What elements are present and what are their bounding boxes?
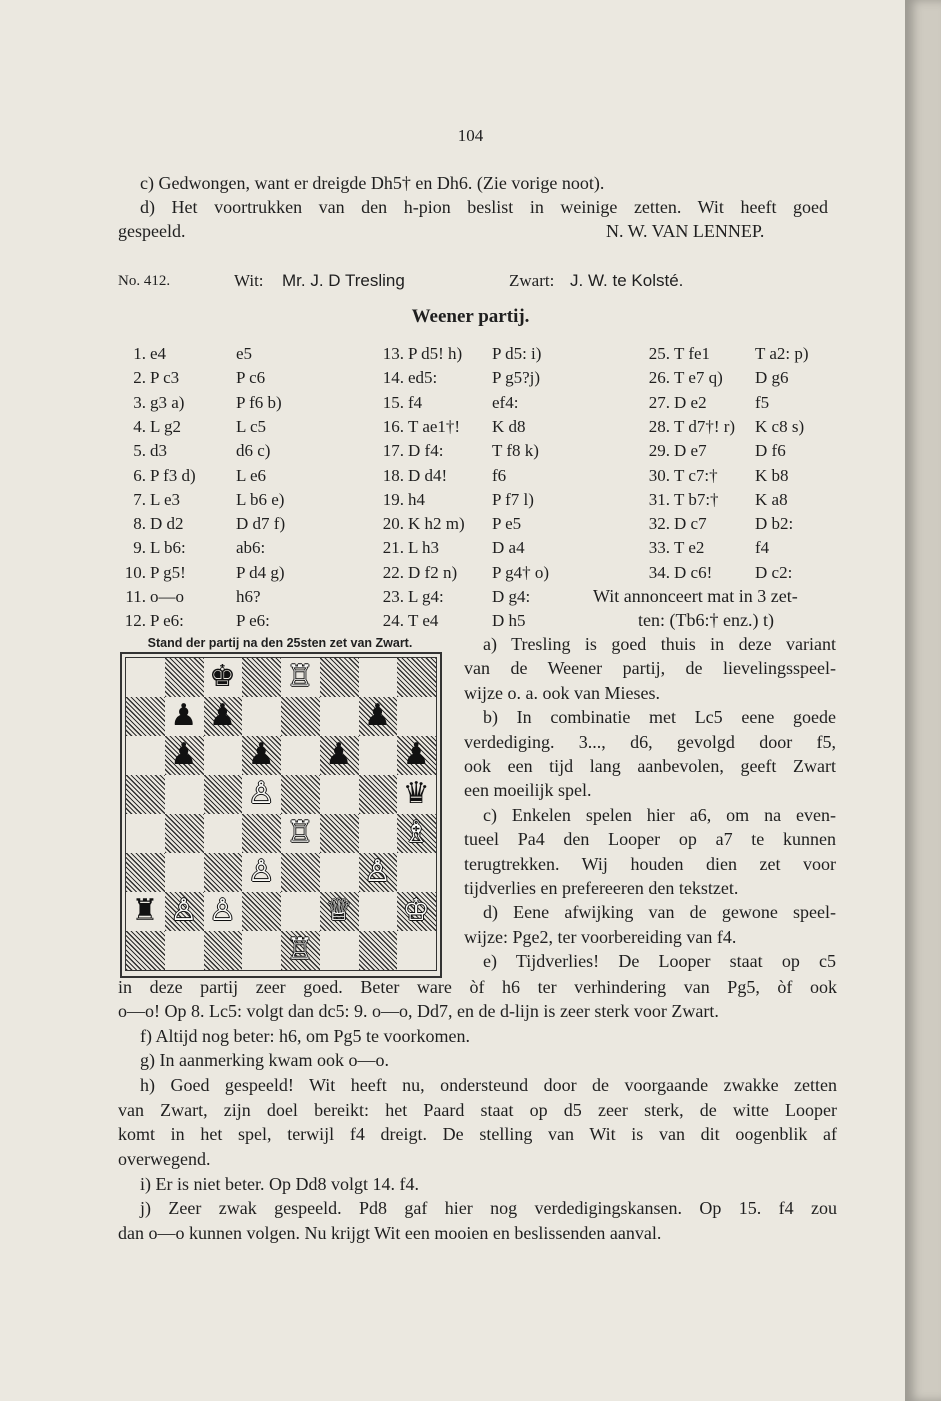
- move-number: 30.: [648, 465, 670, 485]
- black-move: ef4:: [492, 392, 519, 412]
- bottom-note-line: komt in het spel, terwijl f4 dreigt. De stelling van Wit is van dit oogenblik af: [118, 1124, 837, 1144]
- black-move: d6 c): [236, 441, 271, 461]
- white-move: L g2: [150, 416, 182, 436]
- move-number: 21.: [382, 538, 404, 558]
- board-square: [320, 658, 359, 697]
- white-move: g3 a): [150, 392, 185, 412]
- side-note-line: een moeilijk spel.: [464, 780, 592, 801]
- black-move: L e6: [236, 465, 267, 485]
- announcement-line1: Wit annonceert mat in 3 zet-: [593, 586, 798, 606]
- move-number: 19.: [382, 489, 404, 509]
- board-square: [281, 736, 320, 775]
- white-move: L h3: [408, 538, 440, 558]
- move-number: 20.: [382, 514, 404, 534]
- board-square: [320, 931, 359, 970]
- side-note-line: ook een tijd lang aanbevolen, geeft Zwart: [464, 756, 836, 776]
- black-move: P c6: [236, 368, 266, 388]
- white-move: T e2: [674, 538, 705, 558]
- black-move: D f6: [755, 441, 786, 461]
- board-square: [165, 853, 204, 892]
- board-square: [320, 697, 359, 736]
- move-number: 27.: [648, 392, 670, 412]
- black-move: f4: [755, 538, 770, 558]
- chess-piece: ♚: [209, 659, 236, 694]
- move-number: 1.: [133, 344, 146, 363]
- move-number: 29.: [648, 441, 670, 461]
- board-square: [359, 892, 398, 931]
- game-title: Weener partij.: [411, 306, 530, 327]
- bottom-note-line: h) Goed gespeeld! Wit heeft nu, ondersteund door de voorgaande zwakke zetten: [140, 1075, 837, 1095]
- board-square: [320, 814, 359, 853]
- black-move: K d8: [492, 416, 526, 436]
- move-number: 26.: [648, 368, 670, 388]
- black-move: T f8 k): [492, 441, 539, 461]
- board-square: [281, 697, 320, 736]
- board-square: [242, 931, 281, 970]
- white-move: D d4!: [408, 465, 448, 485]
- signature: N. W. VAN LENNEP.: [606, 221, 765, 241]
- board-square: [165, 658, 204, 697]
- white-label: Wit:: [234, 271, 264, 290]
- black-move: P g5?j): [492, 368, 541, 388]
- chess-piece: ♟: [170, 737, 198, 772]
- diagram-caption: Stand der partij na den 25sten zet van Zwart.: [147, 636, 413, 650]
- move-number: 14.: [382, 368, 404, 388]
- black-move: ab6:: [236, 538, 266, 558]
- chess-piece: ♕: [325, 893, 353, 928]
- black-player: J. W. te Kolsté.: [570, 271, 684, 290]
- black-move: h6?: [236, 587, 261, 606]
- board-square: [359, 736, 398, 775]
- board-square: [126, 853, 165, 892]
- move-number: 2.: [133, 368, 146, 388]
- black-move: K b8: [755, 465, 789, 485]
- black-move: P g4† o): [492, 562, 549, 582]
- bottom-note-line: van Zwart, zijn doel bereikt: het Paard staat op d5 zeer sterk, de witte Looper: [118, 1100, 837, 1120]
- board-square: [165, 931, 204, 970]
- chess-piece: ♖: [286, 659, 314, 694]
- white-move: P f3 d): [150, 465, 196, 485]
- side-note-line: tijdverlies en prefereeren den tekstzet.: [464, 878, 739, 898]
- move-number: 25.: [648, 344, 670, 363]
- black-move: L b6 e): [236, 489, 285, 509]
- move-number: 6.: [133, 465, 146, 485]
- chess-piece: ♙: [247, 854, 275, 889]
- black-move: D b2:: [755, 514, 794, 534]
- move-number: 16.: [382, 416, 404, 436]
- black-move: K c8 s): [755, 416, 805, 436]
- black-move: D g6: [755, 368, 789, 388]
- page-number: 104: [457, 126, 484, 145]
- white-move: h4: [408, 489, 425, 509]
- black-move: L c5: [236, 416, 267, 436]
- side-note-line: wijze o. a. ook van Mieses.: [464, 682, 660, 703]
- move-number: 28.: [648, 416, 670, 436]
- white-move: f4: [408, 392, 423, 412]
- move-number: 4.: [133, 416, 146, 436]
- black-move: P e5: [492, 514, 522, 534]
- black-move: T a2: p): [755, 344, 809, 363]
- bottom-note-line: g) In aanmerking kwam ook o—o.: [140, 1050, 389, 1070]
- black-move: P f6 b): [236, 392, 282, 412]
- board-square: [204, 931, 243, 970]
- black-move: P d5: i): [492, 344, 542, 363]
- white-move: L e3: [150, 489, 181, 509]
- black-move: e5: [236, 344, 253, 363]
- black-move: D a4: [492, 538, 525, 558]
- chess-piece: ♜: [131, 893, 159, 928]
- move-number: 3.: [133, 392, 146, 412]
- board-square: [165, 814, 204, 853]
- white-move: D d2: [150, 514, 184, 534]
- bottom-note-line: f) Altijd nog beter: h6, om Pg5 te voorkomen.: [140, 1026, 470, 1046]
- chess-piece: ♙: [209, 893, 236, 928]
- white-move: d3: [150, 441, 167, 461]
- white-player: Mr. J. D Tresling: [282, 271, 405, 290]
- board-square: [320, 853, 359, 892]
- move-number: 17.: [382, 441, 404, 461]
- chess-piece: ♟: [247, 737, 275, 772]
- white-move: K h2 m): [408, 514, 465, 534]
- chess-piece: ♗: [402, 815, 430, 850]
- white-move: D c7: [674, 514, 707, 534]
- board-square: [242, 892, 281, 931]
- white-move: D f4:: [408, 441, 444, 461]
- black-move: P e6:: [236, 611, 270, 631]
- white-move: T d7†! r): [674, 416, 736, 436]
- board-square: [320, 775, 359, 814]
- move-number: 9.: [133, 538, 146, 558]
- note-d-line1: d) Het voortrukken van den h-pion beslist in weinige zetten. Wit heeft goed: [140, 197, 828, 217]
- note-d-line2: gespeeld.: [118, 221, 186, 241]
- black-label: Zwart:: [509, 271, 555, 290]
- board-square: [126, 931, 165, 970]
- white-move: P g5!: [150, 562, 186, 582]
- board-square: [397, 931, 436, 970]
- move-number: 24.: [382, 611, 404, 631]
- white-move: T ae1†!: [408, 416, 461, 436]
- board-square: [242, 697, 281, 736]
- white-move: D c6!: [674, 562, 713, 582]
- board-square: [397, 658, 436, 697]
- chess-piece: ♟: [170, 698, 198, 733]
- move-number: 18.: [382, 465, 404, 485]
- board-square: [242, 814, 281, 853]
- side-note-line: tueel Pa4 den Looper op a7 te kunnen: [464, 829, 836, 850]
- white-move: ed5:: [408, 368, 438, 388]
- chess-diagram: [120, 652, 442, 978]
- chess-piece: ♙: [247, 776, 275, 811]
- game-number: No. 412.: [118, 273, 171, 289]
- white-move: L b6:: [150, 538, 186, 558]
- board-square: [281, 775, 320, 814]
- board-square: [281, 892, 320, 931]
- white-move: P c3: [150, 368, 180, 388]
- board-square: [126, 775, 165, 814]
- black-move: f5: [755, 392, 770, 412]
- black-move: D h5: [492, 611, 526, 631]
- black-move: K a8: [755, 489, 788, 509]
- move-number: 13.: [382, 344, 404, 363]
- page-edge: [905, 0, 941, 1401]
- board-square: [359, 931, 398, 970]
- board-square: [204, 736, 243, 775]
- move-number: 10.: [124, 562, 146, 582]
- white-move: o—o: [150, 587, 184, 606]
- note-c: c) Gedwongen, want er dreigde Dh5† en Dh6. (Zie vorige noot).: [140, 173, 605, 193]
- board-square: [281, 853, 320, 892]
- black-move: D d7 f): [236, 514, 286, 534]
- move-number: 23.: [382, 587, 404, 606]
- board-square: [359, 814, 398, 853]
- board-square: [126, 814, 165, 853]
- board-square: [359, 658, 398, 697]
- side-note-line: d) Eene afwijking van de gewone speel-: [483, 902, 836, 923]
- chess-piece: ♛: [402, 776, 430, 811]
- move-number: 7.: [133, 489, 146, 509]
- move-number: 15.: [382, 392, 404, 412]
- announcement-line2: ten: (Tb6:† enz.) t): [638, 610, 774, 630]
- white-move: D e2: [674, 392, 707, 412]
- white-move: T e4: [408, 611, 439, 631]
- board-square: [397, 697, 436, 736]
- chess-piece: ♖: [286, 932, 314, 967]
- side-note-line: terugtrekken. Wij houden dien zet voor: [464, 853, 836, 874]
- chess-piece: ♖: [286, 815, 314, 850]
- chess-piece: ♟: [402, 737, 430, 772]
- move-number: 22.: [382, 562, 404, 582]
- board-square: [204, 775, 243, 814]
- side-note-line: verdediging. 3..., d6, gevolgd door f5,: [464, 731, 836, 752]
- board-square: [397, 853, 436, 892]
- black-move: D c2:: [755, 562, 793, 582]
- chess-piece: ♙: [364, 854, 391, 889]
- white-move: T c7:†: [674, 465, 718, 485]
- black-move: D g4:: [492, 587, 531, 606]
- white-move: D e7: [674, 441, 707, 461]
- chess-piece: ♟: [325, 737, 353, 772]
- white-move: T fe1: [674, 344, 711, 363]
- side-note-line: wijze: Pge2, ter voorbereiding van f4.: [464, 926, 737, 947]
- bottom-note-line: dan o—o kunnen volgen. Nu krijgt Wit een mooien en beslissenden aanval.: [118, 1223, 662, 1243]
- move-number: 34.: [648, 562, 670, 582]
- chess-piece: ♟: [364, 698, 391, 733]
- side-note-line: e) Tijdverlies! De Looper staat op c5: [483, 951, 836, 972]
- black-move: P f7 l): [492, 489, 534, 509]
- white-move: P d5! h): [408, 344, 463, 363]
- chess-board: [125, 657, 437, 971]
- black-move: f6: [492, 465, 507, 485]
- side-note-line: a) Tresling is goed thuis in deze variant: [483, 634, 836, 654]
- move-number: 11.: [125, 587, 146, 606]
- move-number: 31.: [648, 489, 670, 509]
- white-move: D f2 n): [408, 562, 458, 582]
- white-move: T b7:†: [674, 489, 719, 509]
- bottom-note-line: o—o! Op 8. Lc5: volgt dan dc5: 9. o—o, Dd7, en de d-lijn is zeer sterk voor Zwart.: [118, 1001, 719, 1021]
- board-square: [165, 775, 204, 814]
- board-square: [204, 853, 243, 892]
- move-number: 32.: [648, 514, 670, 534]
- white-move: L g4:: [408, 587, 444, 606]
- board-square: [204, 814, 243, 853]
- side-note-line: van de Weener partij, de lievelingsspeel-: [464, 658, 836, 679]
- board-square: [126, 697, 165, 736]
- white-move: e4: [150, 344, 167, 363]
- bottom-note-line: i) Er is niet beter. Op Dd8 volgt 14. f4.: [140, 1174, 419, 1194]
- chess-piece: ♔: [402, 893, 430, 928]
- board-square: [126, 736, 165, 775]
- bottom-note-line: in deze partij zeer goed. Beter ware òf h6 ter verhindering van Pg5, òf ook: [118, 977, 837, 997]
- black-move: P d4 g): [236, 562, 285, 582]
- board-square: [126, 658, 165, 697]
- chess-piece: ♙: [170, 893, 198, 928]
- move-number: 5.: [133, 441, 146, 461]
- move-number: 12.: [124, 611, 146, 631]
- white-move: T e7 q): [674, 368, 723, 388]
- bottom-note-line: overwegend.: [118, 1149, 211, 1169]
- side-note-line: c) Enkelen spelen hier a6, om na even-: [483, 804, 836, 825]
- white-move: P e6:: [150, 611, 184, 631]
- side-note-line: b) In combinatie met Lc5 eene goede: [483, 707, 836, 728]
- board-square: [359, 775, 398, 814]
- move-number: 33.: [648, 538, 670, 558]
- board-square: [242, 658, 281, 697]
- move-number: 8.: [133, 514, 146, 534]
- bottom-note-line: j) Zeer zwak gespeeld. Pd8 gaf hier nog verdedigingskansen. Op 15. f4 zou: [140, 1198, 837, 1218]
- chess-piece: ♟: [209, 698, 236, 733]
